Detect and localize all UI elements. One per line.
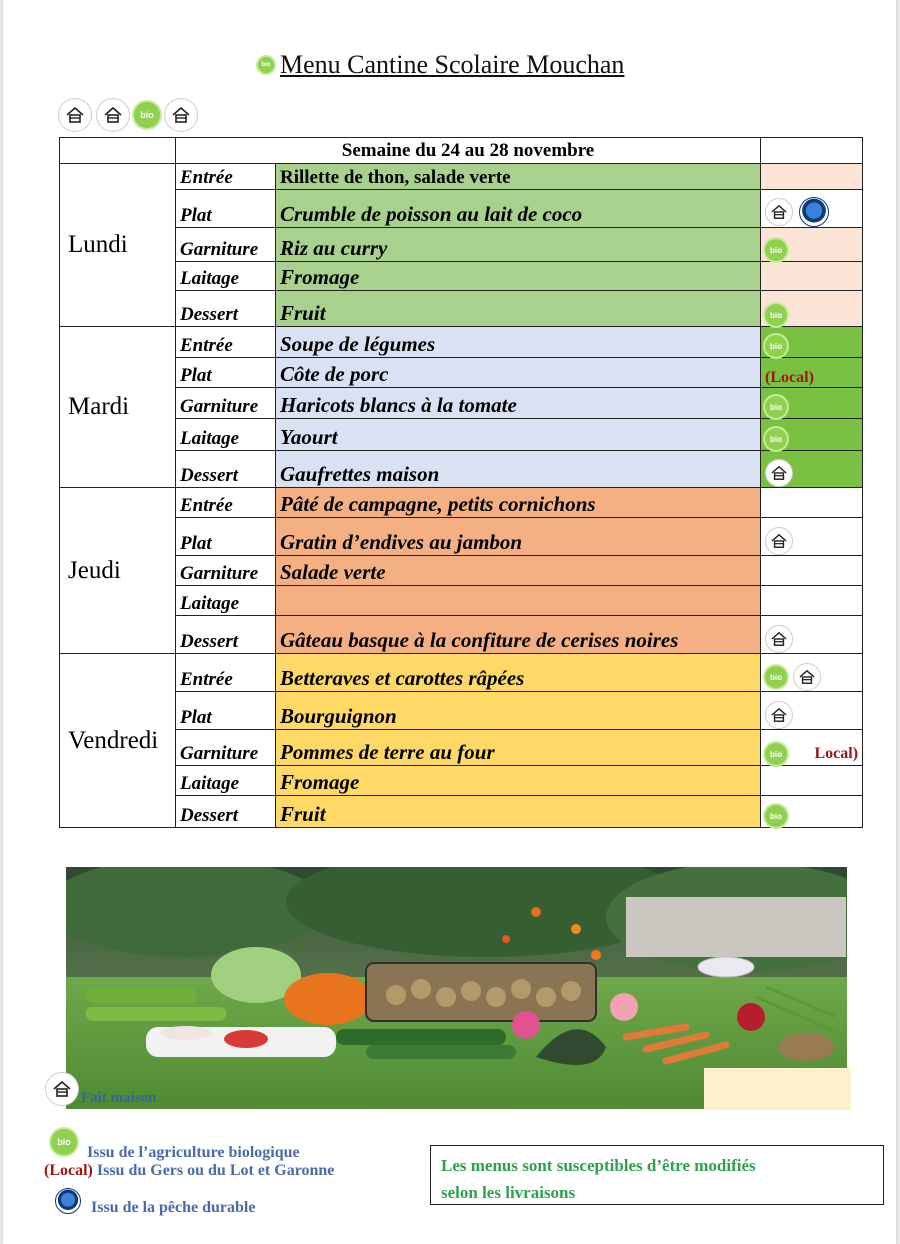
table-row bbox=[60, 190, 863, 228]
legend-local-tag: (Local) bbox=[44, 1162, 93, 1179]
table-row bbox=[60, 766, 863, 796]
dish-cell: Pâté de campagne, petits cornichons bbox=[276, 488, 761, 518]
dish-cell: Yaourt bbox=[276, 419, 761, 451]
table-row bbox=[60, 291, 863, 327]
category-label: Garniture bbox=[176, 228, 276, 262]
fait-maison-icon bbox=[45, 1072, 79, 1106]
table-row bbox=[60, 228, 863, 262]
tag-cell bbox=[761, 556, 863, 586]
table-header-row bbox=[60, 138, 863, 164]
bio-icon: bio bbox=[765, 239, 787, 261]
fait-maison-icon bbox=[765, 198, 793, 226]
tag-cell bbox=[761, 358, 863, 388]
tag-cell bbox=[761, 692, 863, 730]
fait-maison-icon bbox=[96, 98, 130, 132]
table-row bbox=[60, 419, 863, 451]
fait-maison-icon bbox=[765, 701, 793, 729]
menu-page bbox=[3, 0, 896, 1244]
tag-cell bbox=[761, 654, 863, 692]
peche-durable-icon bbox=[799, 197, 829, 227]
category-label: Entrée bbox=[176, 654, 276, 692]
day-label: Lundi bbox=[60, 164, 176, 327]
page-title: Menu Cantine Scolaire Mouchan bbox=[280, 50, 625, 79]
table-row bbox=[60, 358, 863, 388]
category-label: Garniture bbox=[176, 730, 276, 766]
category-label: Plat bbox=[176, 358, 276, 388]
dish-cell: Gaufrettes maison bbox=[276, 451, 761, 488]
fait-maison-icon bbox=[765, 625, 793, 653]
tag-cell bbox=[761, 518, 863, 556]
category-label: Entrée bbox=[176, 164, 276, 190]
tag-cell bbox=[761, 388, 863, 419]
dish-cell: Riz au curry bbox=[276, 228, 761, 262]
notice-line: selon les livraisons bbox=[441, 1183, 576, 1202]
table-row bbox=[60, 451, 863, 488]
bio-icon: bio bbox=[134, 102, 160, 128]
dish-cell: Fromage bbox=[276, 766, 761, 796]
tag-cell bbox=[761, 766, 863, 796]
fait-maison-icon bbox=[793, 663, 821, 691]
menu-table bbox=[59, 137, 863, 828]
category-label: Laitage bbox=[176, 766, 276, 796]
fait-maison-icon bbox=[58, 98, 92, 132]
category-label: Laitage bbox=[176, 262, 276, 291]
bio-icon: bio bbox=[51, 1129, 77, 1155]
legend-peche-text: Issu de la pêche durable bbox=[91, 1199, 256, 1216]
cream-box bbox=[704, 1068, 851, 1110]
tag-cell bbox=[761, 616, 863, 654]
bio-icon: bio bbox=[765, 805, 787, 827]
fait-maison-icon bbox=[164, 98, 198, 132]
category-label: Dessert bbox=[176, 451, 276, 488]
table-row bbox=[60, 692, 863, 730]
category-label: Plat bbox=[176, 518, 276, 556]
table-row bbox=[60, 488, 863, 518]
category-label: Laitage bbox=[176, 586, 276, 616]
tag-cell bbox=[761, 796, 863, 828]
tag-cell bbox=[761, 327, 863, 358]
table-row bbox=[60, 586, 863, 616]
category-label: Garniture bbox=[176, 556, 276, 586]
table-row bbox=[60, 654, 863, 692]
category-label: Laitage bbox=[176, 419, 276, 451]
dish-cell: Pommes de terre au four bbox=[276, 730, 761, 766]
title-row bbox=[258, 50, 624, 80]
day-label: Vendredi bbox=[60, 654, 176, 828]
day-label: Mardi bbox=[60, 327, 176, 488]
category-label: Garniture bbox=[176, 388, 276, 419]
fait-maison-caption: Fait maison bbox=[81, 1090, 157, 1106]
dish-cell: Gratin d’endives au jambon bbox=[276, 518, 761, 556]
table-row bbox=[60, 388, 863, 419]
legend-local-text: Issu du Gers ou du Lot et Garonne bbox=[96, 1162, 335, 1179]
bio-icon: bio bbox=[765, 396, 787, 418]
dish-cell: Rillette de thon, salade verte bbox=[276, 164, 761, 190]
table-row bbox=[60, 730, 863, 766]
tag-cell bbox=[761, 451, 863, 488]
tag-cell bbox=[761, 228, 863, 262]
table-row bbox=[60, 556, 863, 586]
bio-icon: bio bbox=[258, 57, 274, 73]
bio-icon: bio bbox=[765, 666, 787, 688]
tag-cell bbox=[761, 291, 863, 327]
day-label: Jeudi bbox=[60, 488, 176, 654]
category-label: Plat bbox=[176, 692, 276, 730]
fait-maison-icon bbox=[765, 459, 793, 487]
dish-cell: Fruit bbox=[276, 796, 761, 828]
legend-peche bbox=[55, 1185, 255, 1217]
category-label: Entrée bbox=[176, 488, 276, 518]
notice-line: Les menus sont susceptibles d’être modifiés bbox=[441, 1156, 756, 1175]
table-row bbox=[60, 262, 863, 291]
dish-cell: Betteraves et carottes râpées bbox=[276, 654, 761, 692]
table-row bbox=[60, 327, 863, 358]
local-tag: (Local) bbox=[765, 369, 814, 386]
dish-cell: Soupe de légumes bbox=[276, 327, 761, 358]
table-row bbox=[60, 164, 863, 190]
tag-cell bbox=[761, 262, 863, 291]
legend-bio bbox=[51, 1122, 300, 1162]
category-label: Entrée bbox=[176, 327, 276, 358]
dish-cell: Côte de porc bbox=[276, 358, 761, 388]
dish-cell: Haricots blancs à la tomate bbox=[276, 388, 761, 419]
dish-cell: Salade verte bbox=[276, 556, 761, 586]
fait-maison-icon bbox=[765, 527, 793, 555]
dish-cell: Crumble de poisson au lait de coco bbox=[276, 190, 761, 228]
bio-icon: bio bbox=[765, 428, 787, 450]
week-label: Semaine du 24 au 28 novembre bbox=[176, 138, 761, 164]
category-label: Dessert bbox=[176, 291, 276, 327]
label-badges bbox=[58, 98, 198, 132]
dish-cell: Fruit bbox=[276, 291, 761, 327]
local-tag: Local) bbox=[814, 745, 859, 762]
category-label: Dessert bbox=[176, 616, 276, 654]
category-label: Dessert bbox=[176, 796, 276, 828]
peche-durable-icon bbox=[55, 1188, 81, 1214]
dish-cell: Bourguignon bbox=[276, 692, 761, 730]
menu-notice bbox=[430, 1145, 884, 1205]
tag-cell bbox=[761, 164, 863, 190]
dish-cell: Gâteau basque à la confiture de cerises noires bbox=[276, 616, 761, 654]
bio-icon: bio bbox=[765, 304, 787, 326]
table-row bbox=[60, 616, 863, 654]
tag-cell bbox=[761, 586, 863, 616]
category-label: Plat bbox=[176, 190, 276, 228]
table-row bbox=[60, 518, 863, 556]
tag-cell bbox=[761, 190, 863, 228]
table-row bbox=[60, 796, 863, 828]
tag-cell bbox=[761, 419, 863, 451]
dish-cell bbox=[276, 586, 761, 616]
tag-cell bbox=[761, 488, 863, 518]
tag-cell bbox=[761, 730, 863, 766]
bio-icon: bio bbox=[765, 335, 787, 357]
bio-icon: bio bbox=[765, 743, 787, 765]
dish-cell: Fromage bbox=[276, 262, 761, 291]
legend-local bbox=[44, 1162, 334, 1180]
legend-bio-text: Issu de l’agriculture biologique bbox=[87, 1144, 300, 1161]
